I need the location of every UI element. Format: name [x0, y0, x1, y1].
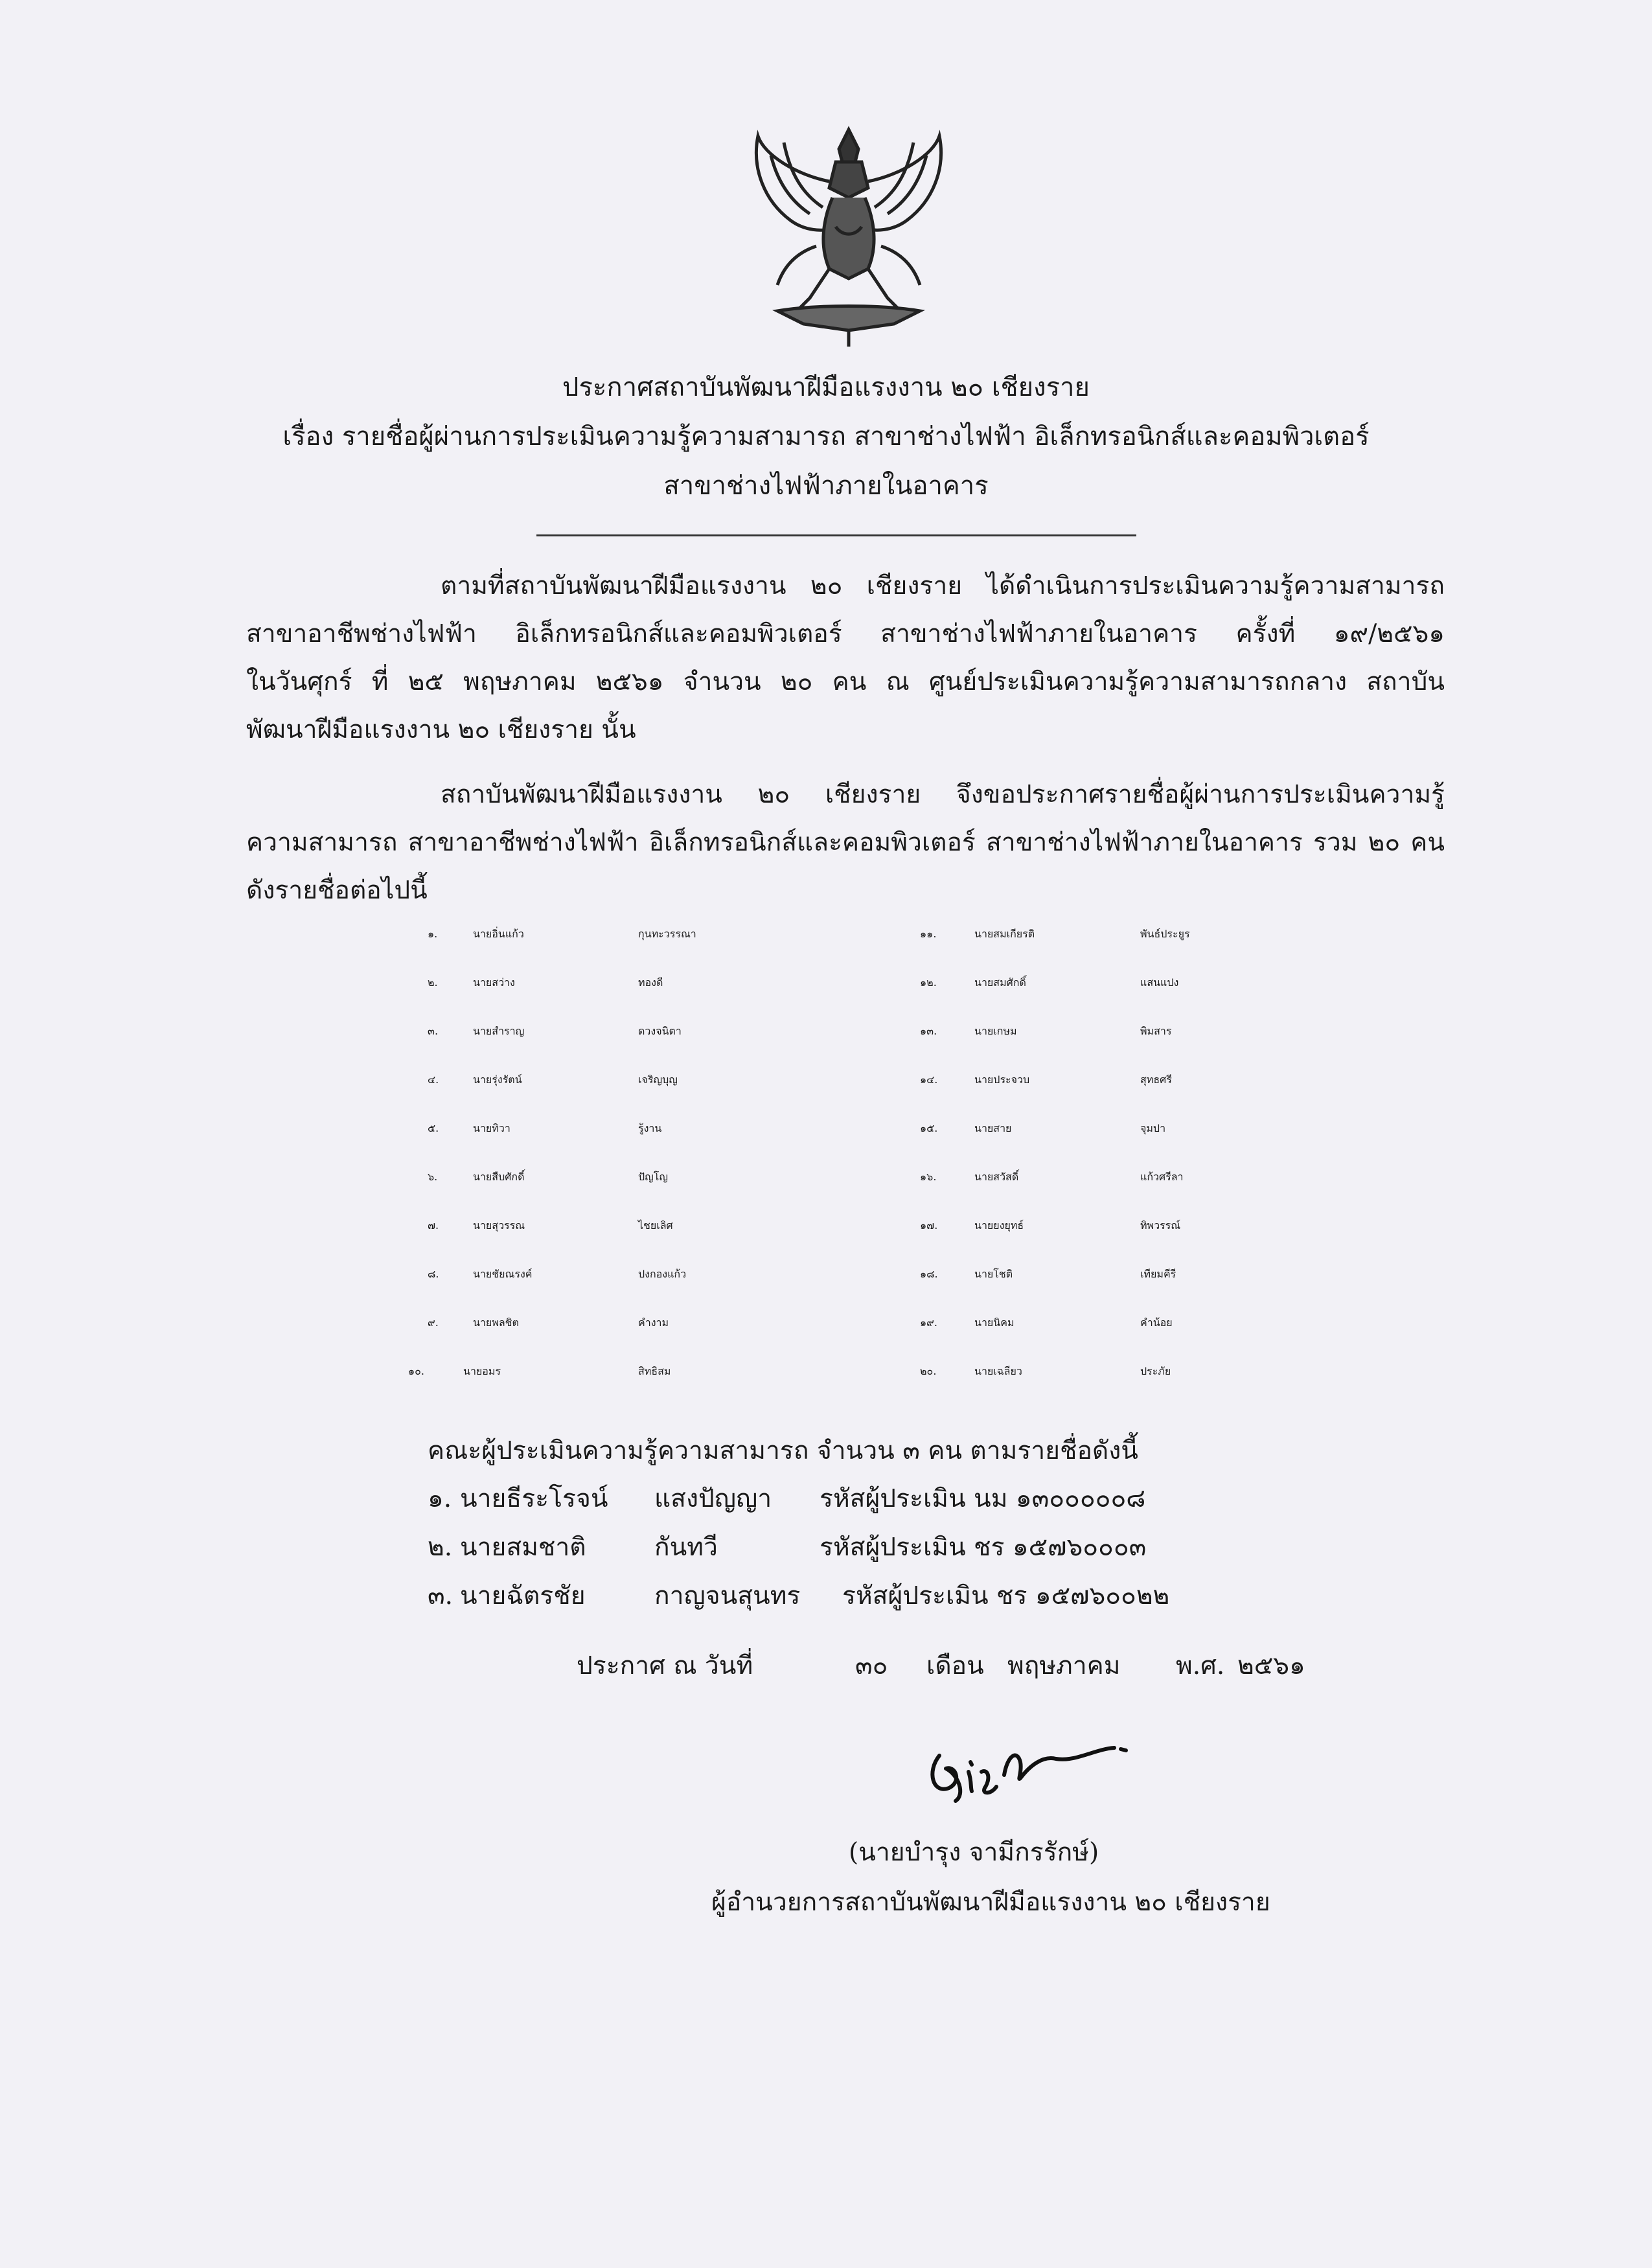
garuda-emblem-icon: [739, 117, 959, 350]
item-first-name: นายสุวรรณ: [473, 1219, 525, 1231]
item-last-name: ไชยเลิศ: [638, 1219, 673, 1231]
item-last-name: กุนทะวรรณา: [638, 928, 696, 940]
member-first-name: นายธีระโรจน์: [460, 1484, 608, 1513]
item-last-name: ประภัย: [1140, 1365, 1171, 1377]
item-last-name: คำน้อย: [1140, 1316, 1173, 1329]
item-number: ๑๔.: [920, 1073, 938, 1086]
member-last-name: แสงปัญญา: [654, 1484, 772, 1513]
item-first-name: นายยงยุทธ์: [974, 1219, 1024, 1231]
item-first-name: นายพลชิต: [473, 1316, 519, 1329]
member-number: ๓.: [428, 1581, 453, 1610]
item-number: ๑๘.: [920, 1268, 938, 1280]
announcement-title: ประกาศสถาบันพัฒนาฝีมือแรงงาน ๒๐ เชียงราย: [562, 372, 1090, 402]
subject-line-continued: สาขาช่างไฟฟ้าภายในอาคาร: [663, 471, 989, 501]
paragraph-intro: [246, 562, 1445, 754]
paragraph-line: ความสามารถ สาขาอาชีพช่างไฟฟ้า อิเล็กทรอนิกส์และคอมพิวเตอร์ สาขาช่างไฟฟ้าภายในอาคาร รวม ๒๐ คน: [246, 828, 1445, 857]
item-first-name: นายอิ่นแก้ว: [473, 928, 524, 940]
item-number: ๑๙.: [920, 1316, 937, 1329]
item-number: ๘.: [428, 1268, 439, 1280]
item-first-name: นายสาย: [974, 1122, 1012, 1134]
subject-line: เรื่อง รายชื่อผู้ผ่านการประเมินความรู้ความสามารถ สาขาช่างไฟฟ้า อิเล็กทรอนิกส์และคอมพิวเตอร์: [282, 422, 1370, 452]
item-number: ๓.: [428, 1025, 439, 1037]
item-last-name: ปงกองแก้ว: [638, 1268, 687, 1280]
item-number: ๕.: [428, 1122, 439, 1134]
item-number: ๑๑.: [920, 928, 937, 940]
paragraph-line: ดังรายชื่อต่อไปนี้: [246, 876, 428, 905]
item-first-name: นายสมศักดิ์: [974, 976, 1026, 989]
date-prefix: ประกาศ ณ วันที่: [577, 1651, 753, 1680]
item-first-name: นายอมร: [463, 1365, 501, 1377]
item-last-name: เทียมคีรี: [1140, 1268, 1176, 1280]
item-first-name: นายสวัสดิ์: [974, 1171, 1019, 1183]
item-number: ๖.: [428, 1171, 438, 1183]
item-last-name: พิมสาร: [1140, 1025, 1172, 1037]
signatory-title: ผู้อำนวยการสถาบันพัฒนาฝีมือแรงงาน ๒๐ เชียงราย: [711, 1888, 1270, 1917]
item-number: ๔.: [428, 1073, 439, 1086]
item-number: ๑๗.: [920, 1219, 938, 1231]
item-first-name: นายทิวา: [473, 1122, 511, 1134]
date-month: พฤษภาคม: [1007, 1651, 1121, 1680]
member-first-name: นายฉัตรชัย: [460, 1581, 586, 1610]
member-last-name: กันทวี: [654, 1533, 718, 1562]
member-last-name: กาญจนสุนทร: [654, 1581, 801, 1610]
item-first-name: นายสมเกียรติ: [974, 928, 1035, 940]
item-first-name: นายสำราญ: [473, 1025, 525, 1037]
item-first-name: นายรุ่งรัตน์: [473, 1073, 522, 1086]
item-number: ๙.: [428, 1316, 439, 1329]
item-number: ๒.: [428, 976, 438, 989]
committee-heading: คณะผู้ประเมินความรู้ความสามารถ จำนวน ๓ คน ตามรายชื่อดังนี้: [428, 1436, 1138, 1465]
member-code: รหัสผู้ประเมิน ชร ๑๕๗๖๐๐๒๒: [842, 1581, 1170, 1610]
member-code: รหัสผู้ประเมิน นม ๑๓๐๐๐๐๐๘: [820, 1484, 1146, 1513]
item-last-name: คำงาม: [638, 1316, 669, 1329]
item-last-name: ทองดี: [638, 976, 663, 989]
paragraph-announce: [246, 771, 1445, 915]
signature-image: [920, 1710, 1134, 1807]
item-number: ๑๕.: [920, 1122, 938, 1134]
item-first-name: นายโชติ: [974, 1268, 1013, 1280]
member-number: ๑.: [428, 1484, 452, 1513]
item-first-name: นายสว่าง: [473, 976, 515, 989]
item-first-name: นายเฉลียว: [974, 1365, 1022, 1377]
item-first-name: นายสืบศักดิ์: [473, 1171, 525, 1183]
item-number: ๑๓.: [920, 1025, 937, 1037]
item-number: ๑๖.: [920, 1171, 937, 1183]
item-number: ๑๐.: [408, 1365, 425, 1377]
signatory-name: (นายบำรุง จามีกรรักษ์): [849, 1838, 1099, 1867]
item-last-name: เจริญบุญ: [638, 1073, 678, 1086]
paragraph-line: พัฒนาฝีมือแรงงาน ๒๐ เชียงราย นั้น: [246, 715, 636, 744]
member-number: ๒.: [428, 1533, 453, 1562]
item-last-name: รู้งาน: [638, 1122, 662, 1134]
date-month-label: เดือน: [926, 1651, 984, 1680]
paragraph-line: ตามที่สถาบันพัฒนาฝีมือแรงงาน ๒๐ เชียงราย ได้ดำเนินการประเมินความรู้ความสามารถ: [441, 571, 1445, 601]
item-last-name: แก้วศรีลา: [1140, 1171, 1184, 1183]
item-first-name: นายเกษม: [974, 1025, 1017, 1037]
item-number: ๑.: [428, 928, 438, 940]
item-first-name: นายนิคม: [974, 1316, 1015, 1329]
date-day: ๓๐: [855, 1651, 888, 1680]
date-year-label: พ.ศ.: [1176, 1651, 1225, 1680]
paragraph-line: สาขาอาชีพช่างไฟฟ้า อิเล็กทรอนิกส์และคอมพิวเตอร์ สาขาช่างไฟฟ้าภายในอาคาร ครั้งที่ ๑๙/๒๕๖๑: [246, 619, 1445, 648]
item-number: ๗.: [428, 1219, 439, 1231]
header-divider: [536, 534, 1136, 536]
item-number: ๑๒.: [920, 976, 937, 989]
paragraph-line: ในวันศุกร์ ที่ ๒๕ พฤษภาคม ๒๕๖๑ จำนวน ๒๐ คน ณ ศูนย์ประเมินความรู้ความสามารถกลาง สถาบัน: [246, 667, 1445, 696]
item-first-name: นายประจวบ: [974, 1073, 1030, 1086]
member-code: รหัสผู้ประเมิน ชร ๑๕๗๖๐๐๐๓: [820, 1533, 1147, 1562]
item-last-name: ดวงจนิตา: [638, 1025, 682, 1037]
date-year: ๒๕๖๑: [1237, 1651, 1305, 1680]
item-first-name: นายชัยณรงค์: [473, 1268, 533, 1280]
member-first-name: นายสมชาติ: [460, 1533, 586, 1562]
item-last-name: แสนแปง: [1140, 976, 1179, 989]
item-last-name: สุทธศรี: [1140, 1073, 1172, 1086]
item-last-name: จุมปา: [1140, 1122, 1166, 1134]
item-last-name: สิทธิสม: [638, 1365, 671, 1377]
item-number: ๒๐.: [920, 1365, 937, 1377]
item-last-name: พันธ์ประยูร: [1140, 928, 1190, 940]
item-last-name: ทิพวรรณ์: [1140, 1219, 1181, 1231]
item-last-name: ปัญโญ: [638, 1171, 669, 1183]
paragraph-line: สถาบันพัฒนาฝีมือแรงงาน ๒๐ เชียงราย จึงขอประกาศรายชื่อผู้ผ่านการประเมินความรู้: [441, 780, 1445, 809]
